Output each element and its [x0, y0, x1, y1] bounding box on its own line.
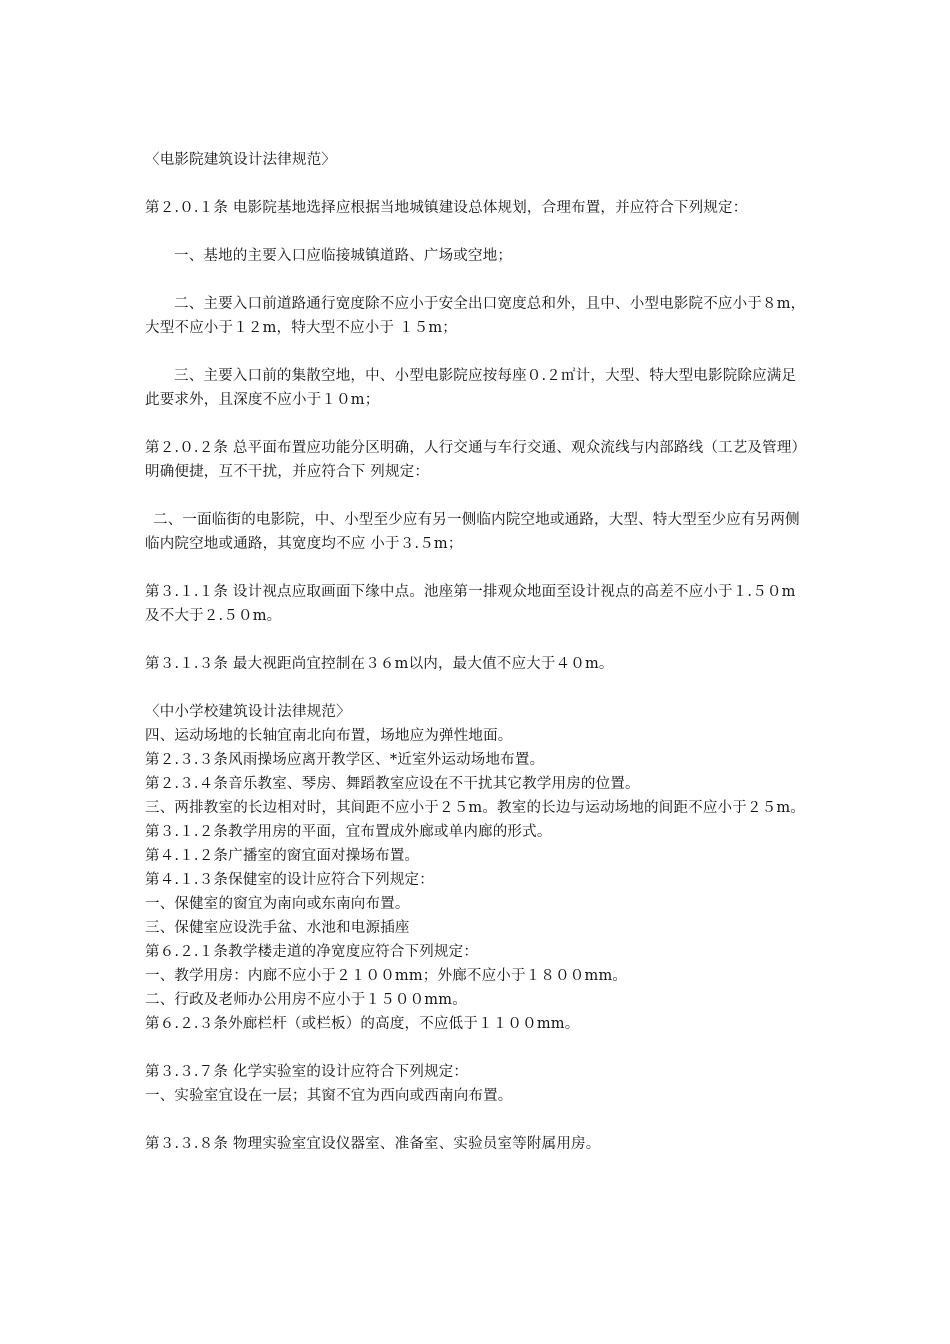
article-2-0-1-item-2: 二、主要入口前道路通行宽度除不应小于安全出口宽度总和外，且中、小型电影院不应小于８m，大型不应小于１２m，特大型不应小于 １５m；: [145, 296, 806, 336]
cinema-spec-title: 〈电影院建筑设计法律规范〉: [145, 152, 337, 168]
article-2-0-2: 第２.０.２条 总平面布置应功能分区明确，人行交通与车行交通、观众流线与内部路线（工艺及管理）明确便捷，互不干扰，并应符合下 列规定：: [145, 440, 807, 480]
article-3-1-3: 第３.１.３条 最大视距尚宜控制在３６m以内，最大值不应大于４０m。: [145, 656, 614, 672]
article-2-0-1-item-1: 一、基地的主要入口应临接城镇道路、广场或空地；: [174, 248, 513, 264]
article-2-0-2-item-2: 二、一面临街的电影院，中、小型至少应有另一侧临内院空地或通路，大型、特大型至少应有另两侧临内院空地或通路，其宽度均不应 小于３.５m；: [145, 512, 800, 552]
school-line: 第３.１.２条教学用房的平面，宜布置成外廊或单内廊的形式。: [145, 824, 552, 840]
school-line: 一、教学用房：内廊不应小于２１００mm；外廊不应小于１８００mm。: [145, 968, 628, 984]
article-2-0-1-item-3: 三、主要入口前的集散空地，中、小型电影院应按每座０.２㎡计，大型、特大型电影院除应满足此要求外，且深度不应小于１０m；: [145, 368, 797, 408]
school-line: 三、保健室应设洗手盆、水池和电源插座: [145, 920, 410, 936]
article-3-3-8: 第３.３.８条 物理实验室宜设仪器室、准备室、实验员室等附属用房。: [145, 1136, 601, 1152]
article-3-3-7: 第３.３.７条 化学实验室的设计应符合下列规定：: [145, 1064, 469, 1080]
school-line: 一、保健室的窗宜为南向或东南向布置。: [145, 896, 410, 912]
school-line: 第４.１.２条广播室的窗宜面对操场布置。: [145, 848, 420, 864]
article-2-0-1: 第２.０.１条 电影院基地选择应根据当地城镇建设总体规划，合理布置，并应符合下列规定：: [145, 200, 748, 216]
article-3-1-1: 第３.１.１条 设计视点应取画面下缘中点。池座第一排观众地面至设计视点的高差不应小于１.５０m及不大于２.５０m。: [145, 584, 796, 624]
school-spec-title: 〈中小学校建筑设计法律规范〉: [145, 704, 351, 720]
school-line: 三、两排教室的长边相对时，其间距不应小于２５m。教室的长边与运动场地的间距不应小于２５m。: [145, 800, 805, 816]
school-line: 四、运动场地的长轴宜南北向布置，场地应为弹性地面。: [145, 728, 513, 744]
school-line: 第２.３.３条风雨操场应离开教学区、*近室外运动场地布置。: [145, 752, 545, 768]
article-3-3-7-item-1: 一、实验室宜设在一层；其窗不宜为西向或西南向布置。: [145, 1088, 513, 1104]
document-body: [145, 148, 810, 1156]
school-line: 第２.３.４条音乐教室、琴房、舞蹈教室应设在不干扰其它教学用房的位置。: [145, 776, 640, 792]
school-line: 第４.１.３条保健室的设计应符合下列规定：: [145, 872, 434, 888]
school-line: 第６.２.３条外廊栏杆（或栏板）的高度，不应低于１１００mm。: [145, 1016, 580, 1032]
school-line: 二、行政及老师办公用房不应小于１５００mm。: [145, 992, 467, 1008]
school-line: 第６.２.１条教学楼走道的净宽度应符合下列规定：: [145, 944, 479, 960]
